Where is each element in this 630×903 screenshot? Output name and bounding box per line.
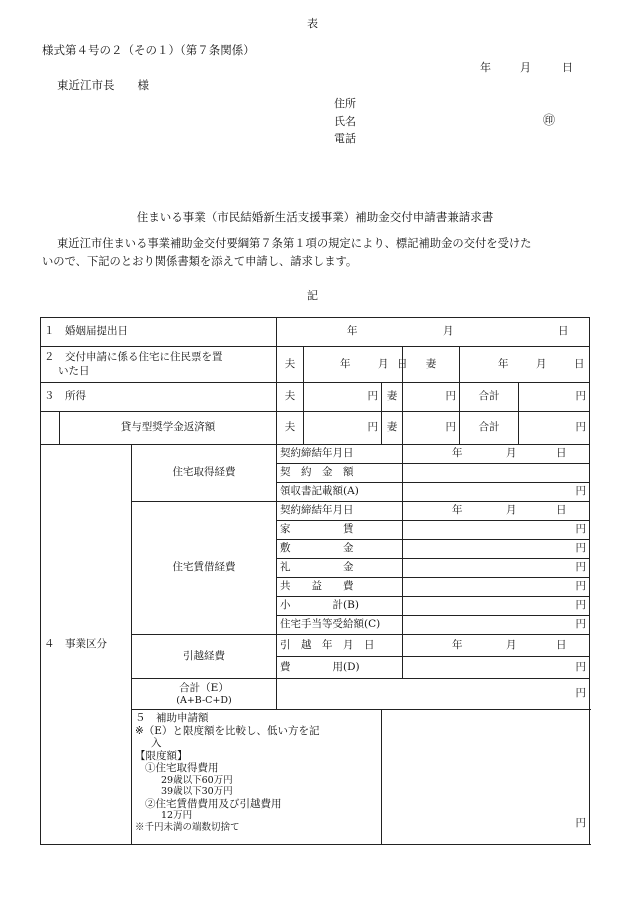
subtotal-label: 小 計(B) [277,597,403,616]
rent-cost-label: 住宅賃借経費 [132,502,277,635]
year-unit: 年 [452,638,463,651]
wife-label: 妻 [382,383,403,412]
rent-field[interactable]: 円 [403,521,590,540]
year-unit: 年 [347,325,358,337]
form-number: 様式第４号の２（その１）（第７条関係） [42,43,255,57]
date-month-label: 月 [520,61,531,74]
moving-date-label: 引 越 年 月 日 [277,635,403,657]
limit-rent-moving: ②住宅賃借費用及び引越費用 [145,797,282,810]
total-label: 合計 [460,383,519,412]
total-label: 合計 [460,412,519,445]
body-line-2: いので、下記のとおり関係書類を添えて申請し、請求します。 [42,255,358,268]
acquisition-cost-label: 住宅取得経費 [132,445,277,502]
table-row [41,318,590,347]
table-row [41,347,590,383]
income-total-field[interactable]: 円 [519,383,590,412]
moving-date-field[interactable] [403,635,590,657]
wife-label: 妻 [403,347,460,383]
table-row [41,412,590,445]
husband-label: 夫 [277,383,304,412]
table-row [41,383,590,412]
common-fee-label: 共 益 費 [277,578,403,597]
limit-acquisition-29: 29歳以下60万円 [161,774,233,786]
husband-label: 夫 [277,347,304,383]
requested-amount-field[interactable]: 円 [382,710,590,845]
subtotal-field[interactable]: 円 [403,597,590,616]
month-unit: 月 [506,638,517,651]
key-money-label: 礼 金 [277,559,403,578]
scholarship-repayment-label: 貸与型奨学金返済額 [60,412,277,445]
project-category-label: ４ 事業区分 [41,445,132,845]
address-label: 住所 [334,97,356,110]
wife-income-field[interactable]: 円 [403,383,460,412]
sum-e-field[interactable]: 円 [277,679,590,710]
husband-label: 夫 [277,412,304,445]
wife-label: 妻 [382,412,403,445]
acq-receipt-amount-label: 領収書記載額(A) [277,483,403,502]
acq-contract-date-label: 契約締結年月日 [277,445,403,464]
deposit-field[interactable]: 円 [403,540,590,559]
wife-scholarship-field[interactable]: 円 [403,412,460,445]
housing-allowance-field[interactable]: 円 [403,616,590,635]
wife-residence-date-field[interactable] [460,347,590,383]
year-unit: 年 [498,357,509,370]
rent-contract-date-label: 契約締結年月日 [277,502,403,521]
moving-cost-label: 引越経費 [132,635,277,679]
limit-acquisition: ①住宅取得費用 [145,762,219,775]
application-form-table [40,317,590,845]
key-money-field[interactable]: 円 [403,559,590,578]
phone-label: 電話 [334,132,356,145]
income-label: ３ 所得 [41,383,277,412]
limit-title: 【限度額】 [135,749,188,762]
day-unit: 日 [558,325,569,337]
year-unit: 年 [452,447,463,459]
indent-cell [41,412,60,445]
husband-residence-date-field[interactable] [304,347,408,383]
limit-acquisition-39: 39歳以下30万円 [161,786,233,798]
marriage-date-field[interactable] [277,318,590,347]
acq-contract-amount-label: 契 約 金 額 [277,464,403,483]
scholarship-total-field[interactable]: 円 [519,412,590,445]
requested-amount-label [132,710,382,845]
sum-e-formula: (A+B-C+D) [176,694,232,706]
acq-contract-date-field[interactable] [403,445,590,464]
month-unit: 月 [506,504,517,516]
marriage-date-label: １ 婚姻届提出日 [41,318,277,347]
requested-amount-title: ５ 補助申請額 [135,712,209,724]
body-line-1: 東近江市住まいる事業補助金交付要綱第７条第１項の規定により、標記補助金の交付を受けた [57,237,532,250]
acq-contract-amount-field[interactable] [403,464,590,483]
date-day-label: 日 [562,61,573,74]
table-row [41,445,590,464]
ki-label: 記 [307,289,318,302]
year-unit: 年 [340,357,351,370]
month-unit: 月 [536,357,547,370]
day-unit: 日 [556,447,567,459]
rent-label: 家 賃 [277,521,403,540]
requested-amount-note-1: ※（E）と限度額を比較し、低い方を記 [135,724,320,737]
name-label: 氏名 [334,115,356,128]
requested-amount-note-2: 入 [151,737,162,750]
year-unit: 年 [452,504,463,516]
acq-receipt-amount-field[interactable]: 円 [403,483,590,502]
month-unit: 月 [378,357,389,370]
day-unit: 日 [574,357,585,370]
seal-mark: ㊞ [543,113,556,127]
moving-cost-field[interactable]: 円 [403,657,590,679]
deposit-label: 敷 金 [277,540,403,559]
day-unit: 日 [556,504,567,516]
sum-e-label [132,679,277,710]
addressee: 東近江市長 様 [57,78,149,92]
sum-e-title: 合計（E） [179,681,229,694]
husband-income-field[interactable]: 円 [304,383,382,412]
residence-date-label-line1: ２ 交付申請に係る住宅に住民票を置 [44,351,223,364]
month-unit: 月 [443,325,454,337]
husband-scholarship-field[interactable]: 円 [304,412,382,445]
rounding-note: ※千円未満の端数切捨て [135,821,240,833]
housing-allowance-label: 住宅手当等受給額(C) [277,616,403,635]
limit-rent-moving-amount: 12万円 [161,810,193,822]
moving-cost-amount-label: 費 用(D) [277,657,403,679]
common-fee-field[interactable]: 円 [403,578,590,597]
day-unit: 日 [556,638,567,651]
day-unit: 日 [397,357,408,370]
residence-date-label [41,347,277,383]
date-year-label: 年 [480,61,491,74]
month-unit: 月 [506,447,517,459]
side-label: 表 [307,17,318,30]
residence-date-label-line2: いた日 [58,364,90,377]
rent-contract-date-field[interactable] [403,502,590,521]
document-title: 住まいる事業（市民結婚新生活支援事業）補助金交付申請書兼請求書 [136,210,494,224]
